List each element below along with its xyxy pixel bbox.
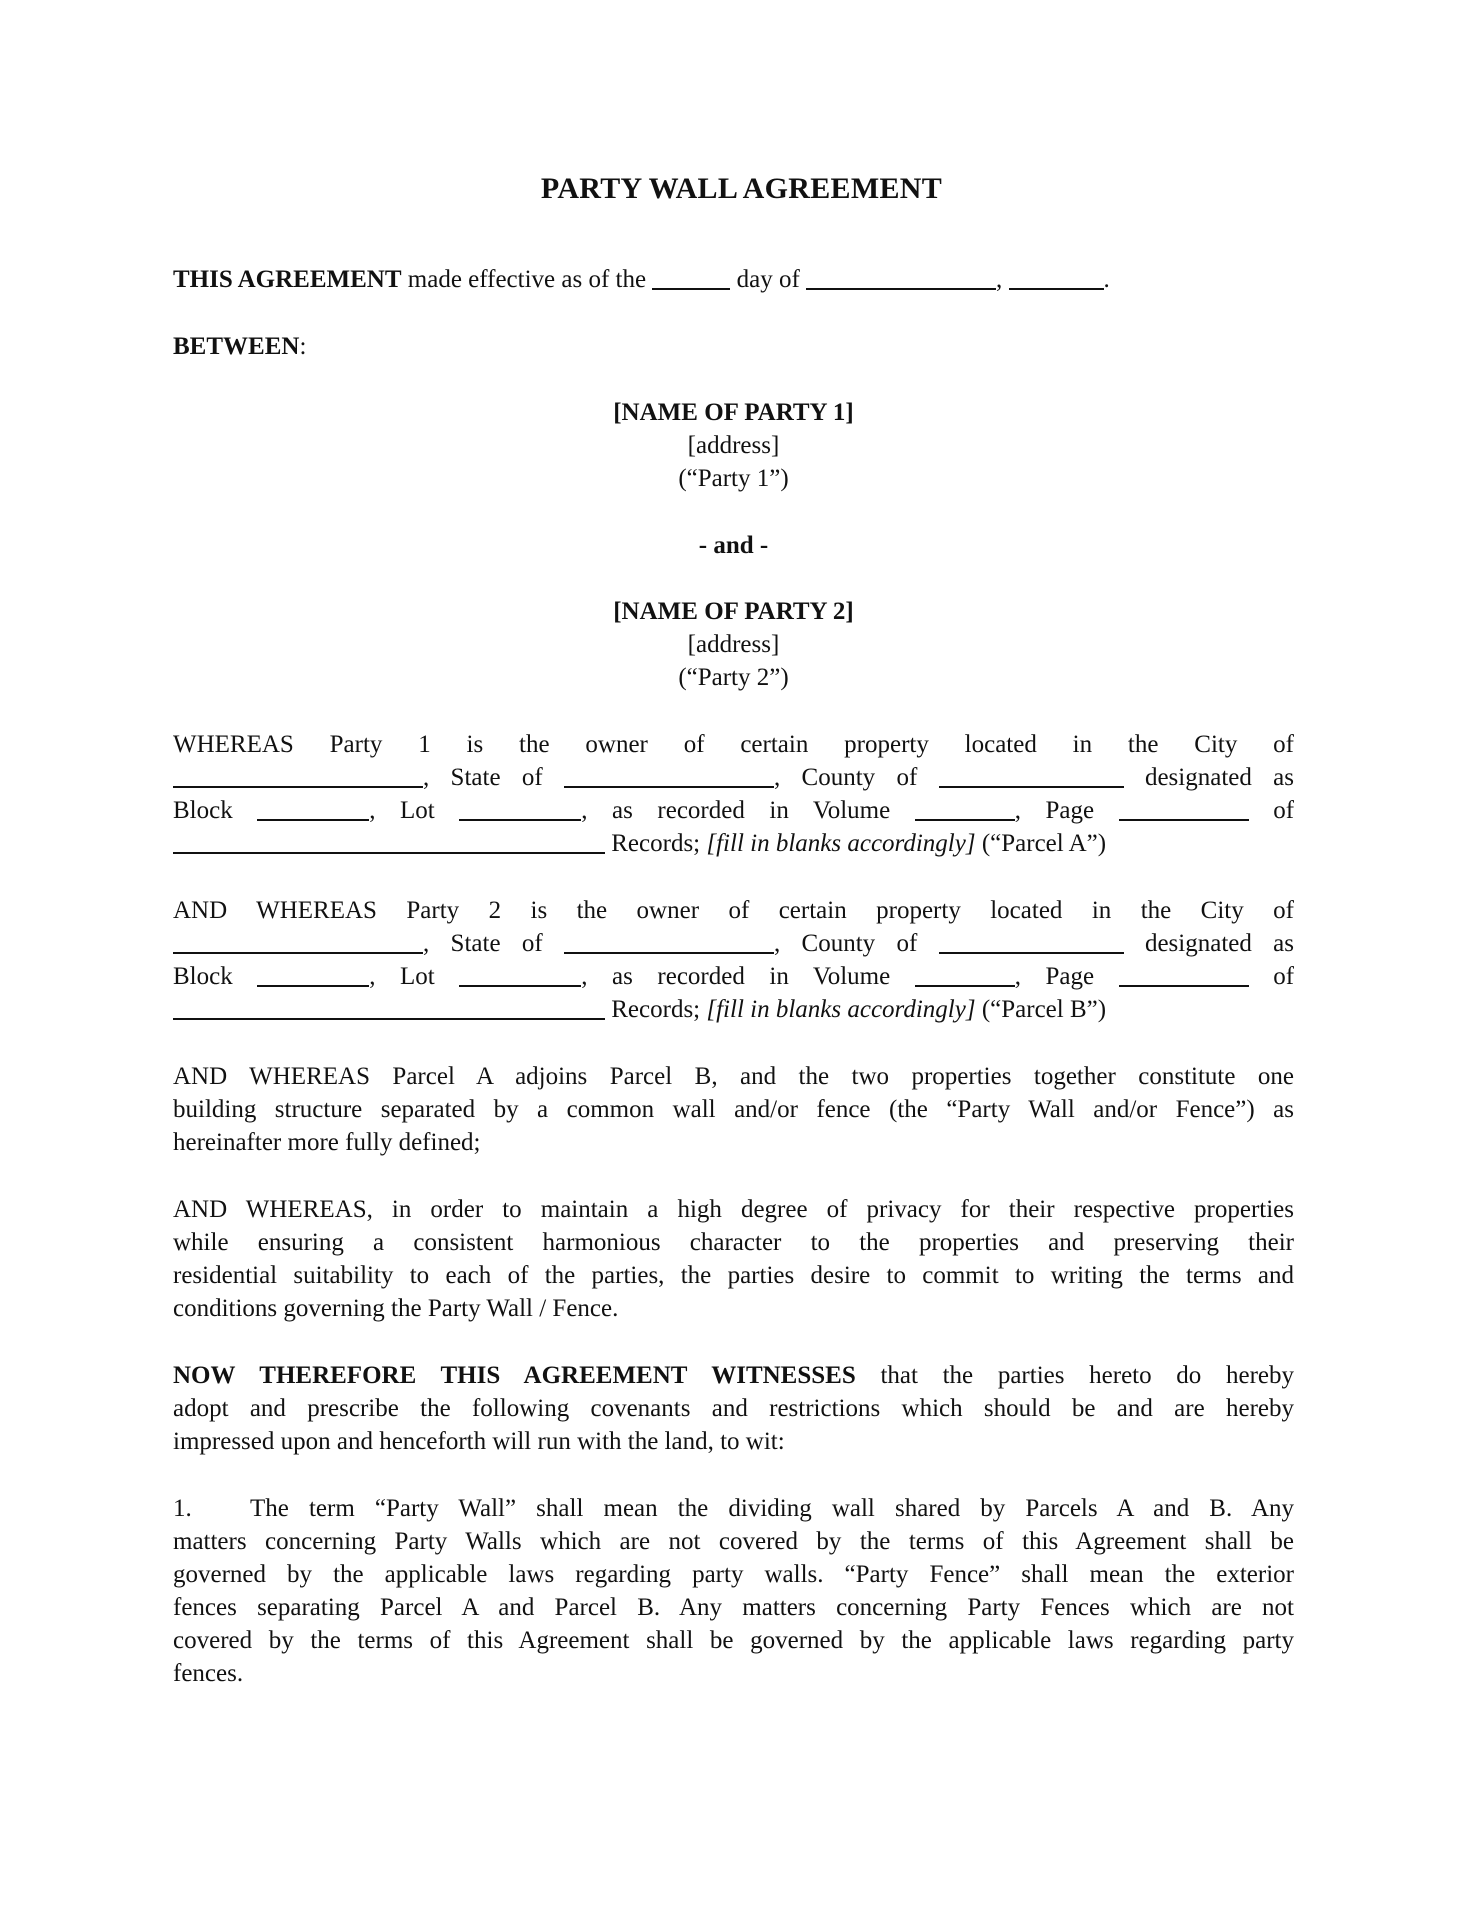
page-blank[interactable] [1119,963,1249,987]
clause-line [173,1492,1294,1525]
intro-period: . [1103,266,1110,293]
state-of-label: , State of [423,930,543,957]
lot-blank[interactable] [459,963,581,987]
party1-alias: (“Party 1”) [678,465,789,492]
state-of-label: , State of [423,764,543,791]
party2-block [173,595,1294,694]
designated-as-label: designated as [1144,930,1294,957]
parcel-a-label: (“Parcel A”) [981,830,1107,857]
between-colon: : [299,333,307,360]
whereas1-line2 [173,761,1294,794]
paragraph-line: residential suitability to each of the parties, the parties desire to commit to writing the terms and [173,1262,1294,1289]
clause-1 [173,1492,1294,1690]
paragraph-line: building structure separated by a common wall and/or fence (the “Party Wall and/or Fence”) as [173,1096,1294,1123]
county-blank[interactable] [939,930,1124,954]
state-blank[interactable] [564,930,774,954]
whereas-parcel-b [173,894,1294,1026]
block-label: Block [173,963,233,990]
clause-line: covered by the terms of this Agreement shall be governed by the applicable laws regarding party [173,1627,1294,1654]
whereas-adjoins [173,1060,1294,1159]
clause-number: 1. [173,1495,192,1522]
paragraph-line: hereinafter more fully defined; [173,1129,481,1156]
party2-address: [address] [687,631,780,658]
party2-name: [NAME OF PARTY 2] [613,598,854,625]
county-of-label: , County of [774,930,918,957]
whereas2-line1: AND WHEREAS Party 2 is the owner of certain property located in the City of [173,897,1294,924]
designated-as-label: designated as [1144,764,1294,791]
city-blank[interactable] [173,764,423,788]
paragraph-line [173,1359,1294,1392]
document-title: PARTY WALL AGREEMENT [540,172,943,205]
month-blank[interactable] [806,266,996,290]
paragraph-line: impressed upon and henceforth will run with the land, to wit: [173,1428,785,1455]
parcel-b-label: (“Parcel B”) [981,996,1107,1023]
fill-note: [fill in blanks accordingly] [706,996,976,1023]
day-blank[interactable] [652,266,730,290]
records-label: Records; [611,996,701,1023]
of-label: of [1273,963,1294,990]
volume-blank[interactable] [915,963,1015,987]
now-therefore-bold: NOW THEREFORE THIS AGREEMENT WITNESSES [173,1362,856,1389]
block-label: Block [173,797,233,824]
paragraph-line: AND WHEREAS, in order to maintain a high degree of privacy for their respective properties [173,1196,1294,1223]
paragraph-line: adopt and prescribe the following covenants and restrictions which should be and are hereby [173,1395,1294,1422]
lot-label: , Lot [369,963,435,990]
between-label: BETWEEN [173,333,300,360]
block-blank[interactable] [257,797,369,821]
lot-blank[interactable] [459,797,581,821]
records-label: Records; [611,830,701,857]
clause-text: The term “Party Wall” shall mean the dividing wall shared by Parcels A and B. Any [250,1495,1294,1522]
fill-note: [fill in blanks accordingly] [706,830,976,857]
of-label: of [1273,797,1294,824]
and-separator [173,529,1294,562]
block-blank[interactable] [257,963,369,987]
party1-address: [address] [687,432,780,459]
paragraph-line: conditions governing the Party Wall / Fence. [173,1295,619,1322]
clause-line: fences. [173,1660,244,1687]
whereas-privacy [173,1193,1294,1325]
intro-paragraph [173,263,1294,296]
page-blank[interactable] [1119,797,1249,821]
between-heading [173,330,1294,363]
whereas1-line3 [173,794,1294,827]
and-text: - and - [698,532,769,559]
intro-day-of: day of [736,266,800,293]
records-blank[interactable] [173,830,605,854]
state-blank[interactable] [564,764,774,788]
county-of-label: , County of [774,764,918,791]
now-therefore-paragraph [173,1359,1294,1458]
intro-bold: THIS AGREEMENT [173,266,402,293]
whereas2-line4 [173,993,1294,1026]
clause-line: governed by the applicable laws regarding party walls. “Party Fence” shall mean the exterior [173,1561,1294,1588]
whereas2-line3 [173,960,1294,993]
whereas1-line4 [173,827,1294,860]
year-blank[interactable] [1009,266,1104,290]
intro-text: made effective as of the [407,266,647,293]
recorded-label: , as recorded in Volume [581,963,891,990]
party1-block [173,396,1294,495]
party2-alias: (“Party 2”) [678,664,789,691]
recorded-label: , as recorded in Volume [581,797,891,824]
party1-name: [NAME OF PARTY 1] [613,399,854,426]
records-blank[interactable] [173,996,605,1020]
page-label: , Page [1014,963,1095,990]
clause-line: fences separating Parcel A and Parcel B. Any matters concerning Party Fences which are not [173,1594,1294,1621]
page-label: , Page [1014,797,1095,824]
whereas1-line1: WHEREAS Party 1 is the owner of certain property located in the City of [173,731,1294,758]
clause-line: matters concerning Party Walls which are not covered by the terms of this Agreement shall be [173,1528,1294,1555]
intro-comma: , [996,266,1003,293]
city-blank[interactable] [173,930,423,954]
lot-label: , Lot [369,797,435,824]
whereas2-line2 [173,927,1294,960]
now-therefore-rest: that the parties hereto do hereby [880,1362,1294,1389]
paragraph-line: AND WHEREAS Parcel A adjoins Parcel B, and the two properties together constitute one [173,1063,1294,1090]
volume-blank[interactable] [915,797,1015,821]
county-blank[interactable] [939,764,1124,788]
whereas-parcel-a [173,728,1294,860]
paragraph-line: while ensuring a consistent harmonious character to the properties and preserving their [173,1229,1294,1256]
